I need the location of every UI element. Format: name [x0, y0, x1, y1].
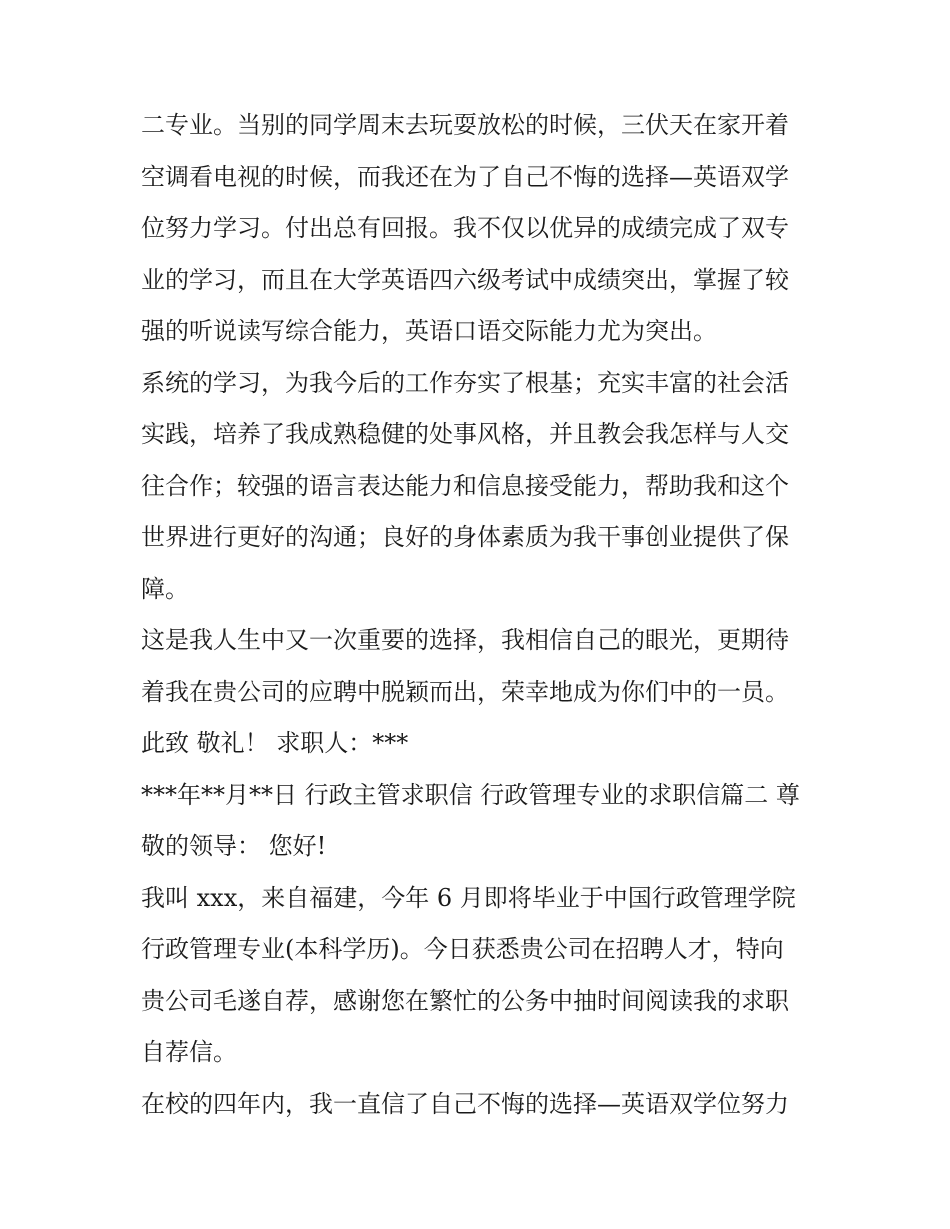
text-line: 着我在贵公司的应聘中脱颖而出，荣幸地成为你们中的一员。 — [141, 677, 789, 706]
text-line: 空调看电视的时候，而我还在为了自己不悔的选择—英语双学 — [141, 162, 789, 191]
body-text — [141, 100, 821, 1130]
text-line: 在校的四年内，我一直信了自己不悔的选择—英语双学位努力 — [141, 1089, 789, 1118]
salutation-line: 敬的领导： 您好! — [141, 832, 327, 860]
text-line: 二专业。当别的同学周末去玩耍放松的时候，三伏天在家开着 — [141, 111, 789, 139]
text-line: 位努力学习。付出总有回报。我不仅以优异的成绩完成了双专 — [141, 214, 789, 242]
text-line: 我叫 xxx，来自福建，今年 6 月即将毕业于中国行政管理学院 — [141, 883, 796, 912]
text-line: 系统的学习，为我今后的工作夯实了根基；充实丰富的社会活 — [141, 368, 789, 397]
text-line: 实践，培养了我成熟稳健的处事风格，并且教会我怎样与人交 — [141, 420, 789, 448]
text-line: 自荐信。 — [141, 1038, 237, 1066]
text-line: 强的听说读写综合能力，英语口语交际能力尤为突出。 — [141, 317, 717, 345]
closing-line: 此致 敬礼！ 求职人：*** — [141, 729, 409, 757]
date-title-line: ***年**月**日 行政主管求职信 行政管理专业的求职信篇二 尊 — [141, 780, 800, 809]
text-line: 世界进行更好的沟通；良好的身体素质为我干事创业提供了保 — [141, 523, 789, 551]
text-line: 贵公司毛遂自荐，感谢您在繁忙的公务中抽时间阅读我的求职 — [141, 986, 789, 1015]
text-line: 往合作；较强的语言表达能力和信息接受能力，帮助我和这个 — [141, 471, 789, 500]
text-line: 行政管理专业(本科学历)。今日获悉贵公司在招聘人才，特向 — [141, 935, 784, 963]
text-line: 障。 — [141, 574, 189, 603]
text-line: 这是我人生中又一次重要的选择，我相信自己的眼光，更期待 — [141, 626, 789, 654]
text-line: 业的学习，而且在大学英语四六级考试中成绩突出，掌握了较 — [141, 265, 789, 294]
